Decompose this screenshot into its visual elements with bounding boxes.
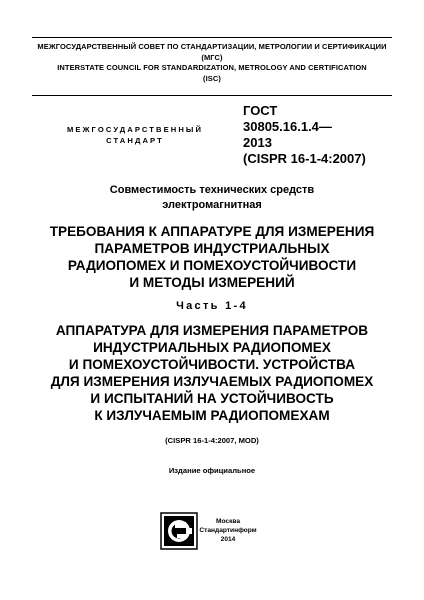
main-title-line-1: ТРЕБОВАНИЯ К АППАРАТУРЕ ДЛЯ ИЗМЕРЕНИЯ xyxy=(49,224,375,239)
cispr-reference: (CISPR 16-1-4:2007, MOD) xyxy=(165,436,259,445)
standard-type-line-2: СТАНДАРТ xyxy=(106,136,164,145)
main-title xyxy=(22,223,402,291)
part-title-line-1: АППАРАТУРА ДЛЯ ИЗМЕРЕНИЯ ПАРАМЕТРОВ xyxy=(55,323,369,338)
designation-gost: ГОСТ xyxy=(243,103,278,118)
council-line-ru: МЕЖГОСУДАРСТВЕННЫЙ СОВЕТ ПО СТАНДАРТИЗАЦИИ, МЕТРОЛОГИИ И СЕРТИФИКАЦИИ xyxy=(37,42,387,51)
standard-type-line-1: МЕЖГОСУДАРСТВЕННЫЙ xyxy=(67,125,203,134)
general-title xyxy=(30,183,394,213)
standartinform-logo-icon xyxy=(160,512,198,550)
publisher-year: 2014 xyxy=(220,536,236,543)
designation-year: 2013 xyxy=(243,135,272,150)
main-title-line-4: И МЕТОДЫ ИЗМЕРЕНИЙ xyxy=(129,275,295,290)
council-abbr-en: (ISC) xyxy=(203,73,221,83)
main-title-line-3: РАДИОПОМЕХ И ПОМЕХОУСТОЙЧИВОСТИ xyxy=(67,258,357,273)
edition-label: Издание официальное xyxy=(168,466,256,475)
designation-cispr: (CISPR 16-1-4:2007) xyxy=(243,151,366,166)
general-title-line-2: электромагнитная xyxy=(162,199,262,211)
part-label: Часть 1-4 xyxy=(176,300,248,312)
part-title-line-6: К ИЗЛУЧАЕМЫМ РАДИОПОМЕХАМ xyxy=(94,408,330,423)
standard-type xyxy=(50,124,220,146)
part-title-line-5: И ИСПЫТАНИЙ НА УСТОЙЧИВОСТЬ xyxy=(90,391,334,406)
council-abbr-ru: (МГС) xyxy=(201,52,223,62)
top-rule xyxy=(32,37,392,38)
part-title xyxy=(18,322,406,424)
general-title-line-1: Совместимость технических средств xyxy=(109,184,315,196)
part-title-line-3: И ПОМЕХОУСТОЙЧИВОСТИ. УСТРОЙСТВА xyxy=(68,357,356,372)
header-rule xyxy=(32,95,392,96)
main-title-line-2: ПАРАМЕТРОВ ИНДУСТРИАЛЬНЫХ xyxy=(94,241,330,256)
publisher-city: Москва xyxy=(215,518,241,525)
council-header xyxy=(32,42,392,84)
council-line-en: INTERSTATE COUNCIL FOR STANDARDIZATION, METROLOGY AND CERTIFICATION xyxy=(57,63,367,72)
publisher-imprint xyxy=(196,517,260,544)
publisher-name: Стандартинформ xyxy=(199,527,257,534)
part-title-line-2: ИНДУСТРИАЛЬНЫХ РАДИОПОМЕХ xyxy=(93,340,331,355)
part-title-line-4: ДЛЯ ИЗМЕРЕНИЯ ИЗЛУЧАЕМЫХ РАДИОПОМЕХ xyxy=(50,374,374,389)
standard-designation xyxy=(243,103,366,167)
designation-number: 30805.16.1.4— xyxy=(243,119,332,134)
